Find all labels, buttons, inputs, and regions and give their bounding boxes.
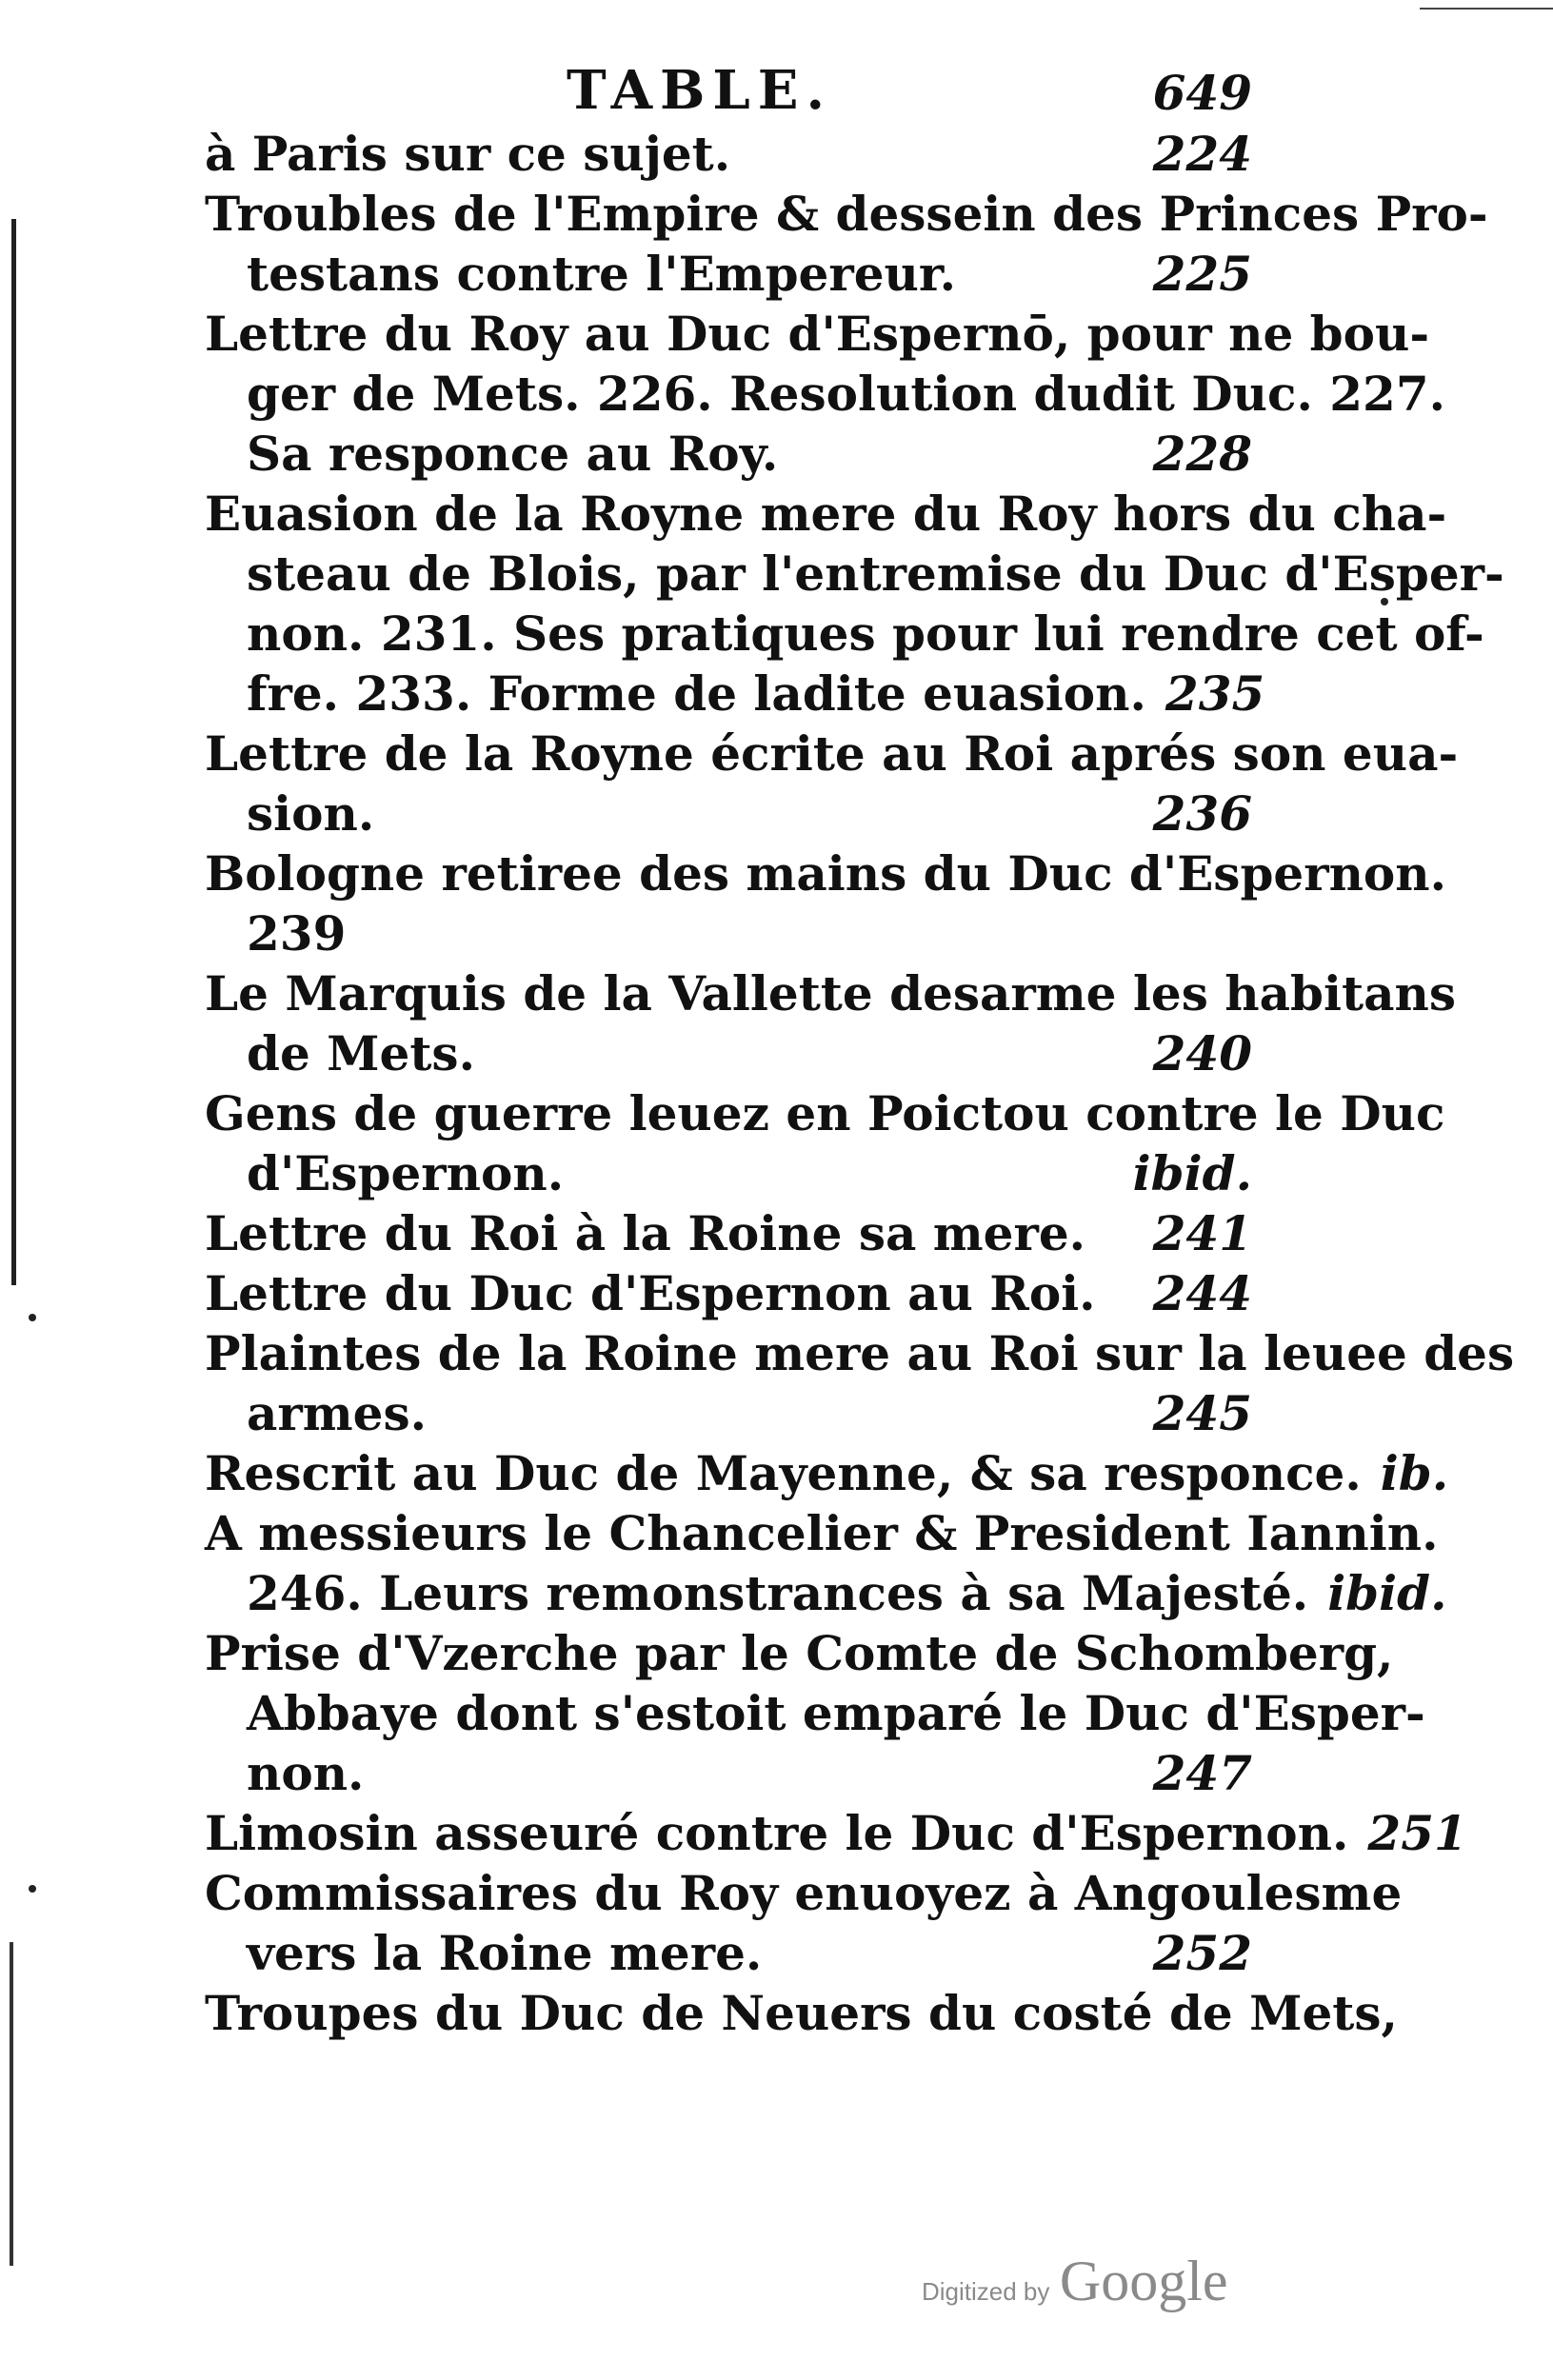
page-number: 649: [1152, 65, 1252, 121]
entry-text: Limosin asseuré contre le Duc d'Espernon.: [205, 1805, 1349, 1861]
entry-text: 246. Leurs remonstrances à sa Majesté.: [247, 1565, 1309, 1621]
entry-text: sion.: [247, 785, 375, 842]
entry-text: Troubles de l'Empire & dessein des Princes Pro-: [205, 186, 1488, 242]
entry-text: Sa responce au Roy.: [247, 426, 779, 482]
entry-text: Plaintes de la Roine mere au Roi sur la leuee des: [205, 1325, 1515, 1381]
index-entry: [205, 1203, 1252, 1263]
entry-line: [205, 664, 1265, 724]
entry-text: Euasion de la Royne mere du Roy hors du cha-: [205, 486, 1447, 542]
index-entry: [205, 124, 1252, 184]
entry-page-ref: ibid.: [1327, 1565, 1447, 1621]
entry-line: [205, 1683, 1425, 1743]
index-entry: [205, 1803, 1467, 1863]
index-entry: [205, 304, 1446, 484]
entry-line: [205, 1983, 1398, 2043]
entry-line: [205, 903, 1252, 963]
entry-text: d'Espernon.: [247, 1145, 565, 1201]
entry-line: [205, 544, 1504, 604]
index-entry: [205, 1983, 1398, 2043]
index-table: [205, 124, 1515, 2043]
entry-line: [205, 1863, 1403, 1923]
entry-page-ref: 228: [1152, 426, 1252, 482]
page-edge-shadow-lower: [10, 1942, 13, 2266]
entry-line: [205, 244, 1252, 304]
index-entry: [205, 1443, 1449, 1503]
entry-text: 239: [247, 905, 347, 962]
entry-line: [205, 724, 1459, 783]
entry-line: [205, 1143, 1252, 1203]
entry-text: non. 231. Ses pratiques pour lui rendre cet of-: [247, 605, 1484, 662]
entry-text: à Paris sur ce sujet.: [205, 126, 731, 182]
entry-text: A messieurs le Chancelier & President Iannin.: [205, 1505, 1439, 1561]
entry-line: [205, 1323, 1515, 1383]
entry-page-ref: 244: [1152, 1265, 1252, 1321]
entry-text: Bologne retiree des mains du Duc d'Espernon.: [205, 845, 1447, 902]
entry-text: Lettre du Roi à la Roine sa mere.: [205, 1205, 1086, 1261]
page-title: TABLE.: [567, 59, 832, 122]
edge-mark: [1420, 8, 1553, 10]
entry-text: Gens de guerre leuez en Poictou contre le Duc: [205, 1085, 1445, 1141]
entry-line: [205, 1563, 1447, 1623]
entry-page-ref: 251: [1367, 1805, 1467, 1861]
entry-text: Lettre de la Royne écrite au Roi aprés son eua-: [205, 725, 1459, 782]
entry-text: Le Marquis de la Vallette desarme les habitans: [205, 965, 1456, 1021]
entry-text: Prise d'Vzerche par le Comte de Schomberg,: [205, 1625, 1394, 1681]
entry-line: [205, 963, 1456, 1023]
index-entry: [205, 1623, 1425, 1803]
entry-text: Commissaires du Roy enuoyez à Angoulesme: [205, 1865, 1403, 1921]
digitized-watermark: [922, 2249, 1228, 2314]
index-entry: [205, 184, 1488, 304]
entry-line: [205, 1083, 1445, 1143]
entry-line: [205, 1383, 1252, 1443]
entry-line: [205, 843, 1447, 903]
entry-line: [205, 1443, 1449, 1503]
entry-page-ref: 235: [1165, 665, 1265, 722]
entry-page-ref: 245: [1152, 1385, 1252, 1441]
entry-text: armes.: [247, 1385, 428, 1441]
entry-line: [205, 184, 1488, 244]
ink-speck: [29, 1885, 36, 1893]
entry-page-ref: 236: [1152, 785, 1252, 842]
entry-line: [205, 1743, 1252, 1803]
index-entry: [205, 1083, 1445, 1203]
entry-text: Lettre du Roy au Duc d'Espernō, pour ne bou-: [205, 306, 1430, 362]
entry-line: [205, 1623, 1394, 1683]
entry-text: Lettre du Duc d'Espernon au Roi.: [205, 1265, 1096, 1321]
index-entry: [205, 484, 1504, 724]
entry-page-ref: 225: [1152, 246, 1252, 302]
entry-text: Rescrit au Duc de Mayenne, & sa responce.: [205, 1445, 1362, 1501]
entry-line: [205, 484, 1447, 544]
entry-line: [205, 1503, 1439, 1563]
entry-line: [205, 1803, 1467, 1863]
index-entry: [205, 963, 1456, 1083]
ink-speck: [29, 1314, 36, 1321]
entry-text: Troupes du Duc de Neuers du costé de Mets,: [205, 1985, 1398, 2041]
entry-text: fre. 233. Forme de ladite euasion.: [247, 665, 1146, 722]
entry-text: testans contre l'Empereur.: [247, 246, 957, 302]
watermark-prefix: Digitized by: [922, 2277, 1050, 2306]
entry-text: steau de Blois, par l'entremise du Duc d'Esper-: [247, 545, 1504, 602]
entry-page-ref: ibid.: [1132, 1145, 1252, 1201]
index-entry: [205, 843, 1447, 963]
entry-text: Abbaye dont s'estoit emparé le Duc d'Esper-: [247, 1685, 1425, 1741]
entry-text: de Mets.: [247, 1025, 475, 1081]
page-edge-shadow: [11, 219, 16, 1285]
entry-page-ref: 252: [1152, 1925, 1252, 1981]
entry-page-ref: 241: [1152, 1205, 1252, 1261]
entry-line: [205, 1023, 1252, 1083]
index-entry: [205, 1263, 1252, 1323]
index-entry: [205, 724, 1459, 843]
index-entry: [205, 1503, 1447, 1623]
google-logo: Google: [1059, 2250, 1228, 2312]
index-entry: [205, 1863, 1403, 1983]
entry-page-ref: 247: [1152, 1745, 1252, 1801]
entry-page-ref: 240: [1152, 1025, 1252, 1081]
entry-text: ger de Mets. 226. Resolution dudit Duc. 227.: [247, 366, 1446, 422]
entry-text: non.: [247, 1745, 365, 1801]
entry-line: [205, 1923, 1252, 1983]
entry-line: [205, 1263, 1252, 1323]
entry-line: [205, 1203, 1252, 1263]
index-entry: [205, 1323, 1515, 1443]
entry-page-ref: ib.: [1380, 1445, 1449, 1501]
entry-line: [205, 364, 1446, 424]
entry-text: vers la Roine mere.: [247, 1925, 763, 1981]
entry-page-ref: 224: [1152, 126, 1252, 182]
entry-line: [205, 783, 1252, 843]
entry-line: [205, 124, 1252, 184]
entry-line: [205, 424, 1252, 484]
entry-line: [205, 304, 1430, 364]
entry-line: [205, 604, 1484, 664]
